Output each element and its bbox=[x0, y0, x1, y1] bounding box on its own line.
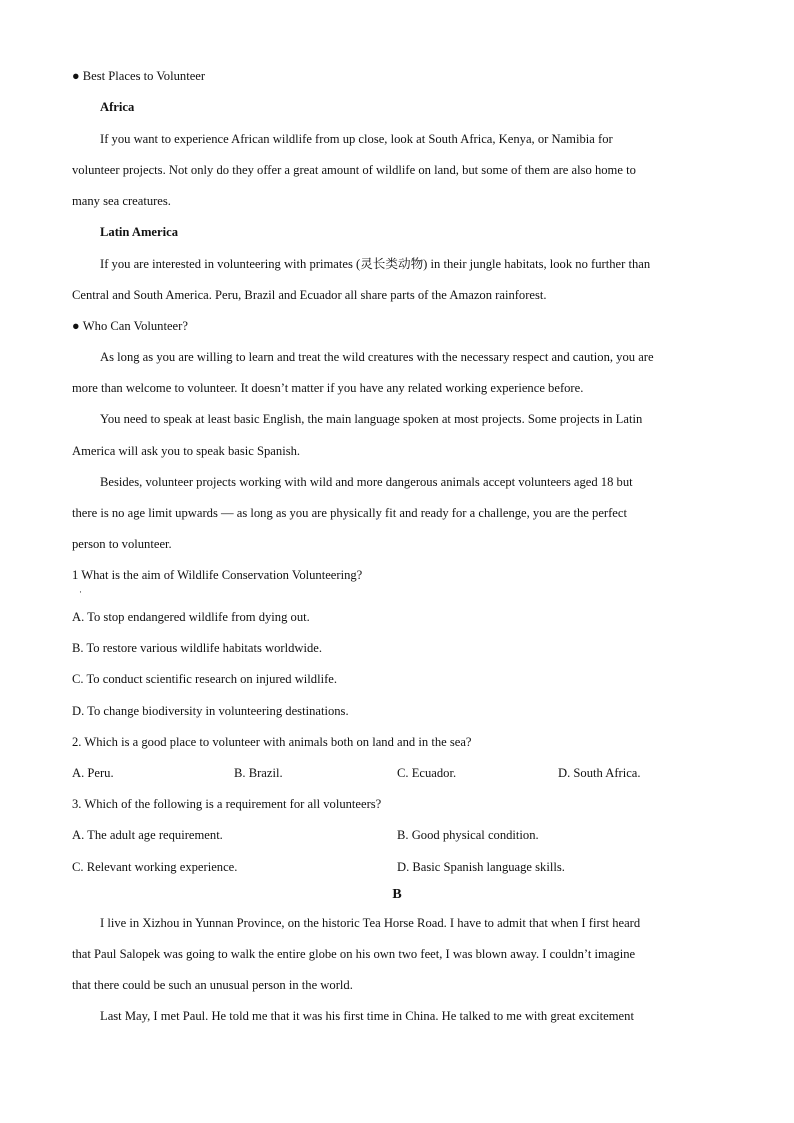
question-1-option-c: C. To conduct scientific research on injured wildlife. bbox=[72, 672, 338, 686]
who-can-paragraph-line: You need to speak at least basic English, the main language spoken at most projects. Some projects in Latin bbox=[100, 412, 643, 426]
who-can-paragraph-line: there is no age limit upwards — as long as you are physically fit and ready for a challenge, you are the perfect bbox=[72, 506, 627, 520]
question-3-option-a: A. The adult age requirement. bbox=[72, 828, 223, 842]
who-can-paragraph-line: more than welcome to volunteer. It doesn’t matter if you have any related working experience before. bbox=[72, 381, 584, 395]
who-can-paragraph-line: America will ask you to speak basic Spanish. bbox=[72, 444, 301, 458]
question-2-option-a: A. Peru. bbox=[72, 766, 114, 780]
who-can-paragraph-line: Besides, volunteer projects working with wild and more dangerous animals accept volunteers aged 18 but bbox=[100, 475, 633, 489]
latin-america-paragraph-line: Central and South America. Peru, Brazil and Ecuador all share parts of the Amazon rainforest. bbox=[72, 288, 547, 302]
africa-paragraph-line: volunteer projects. Not only do they offer a great amount of wildlife on land, but some of them are also home to bbox=[72, 163, 636, 177]
africa-title: Africa bbox=[100, 100, 135, 114]
who-can-heading: ● Who Can Volunteer? bbox=[72, 318, 188, 334]
question-1-option-b: B. To restore various wildlife habitats worldwide. bbox=[72, 641, 323, 655]
section-b-paragraph-line: that there could be such an unusual person in the world. bbox=[72, 978, 353, 992]
question-3-stem: 3. Which of the following is a requirement for all volunteers? bbox=[72, 797, 382, 811]
section-b-paragraph-line: that Paul Salopek was going to walk the entire globe on his own two feet, I was blown away. I couldn’t imagine bbox=[72, 947, 636, 961]
question-3-option-d: D. Basic Spanish language skills. bbox=[397, 860, 565, 874]
section-b-paragraph-line: I live in Xizhou in Yunnan Province, on the historic Tea Horse Road. I have to admit that when I first heard bbox=[100, 916, 641, 930]
africa-paragraph-line: many sea creatures. bbox=[72, 194, 171, 208]
section-b-paragraph-line: Last May, I met Paul. He told me that it was his first time in China. He talked to me with great excitement bbox=[100, 1009, 634, 1023]
question-2-option-d: D. South Africa. bbox=[558, 766, 641, 780]
question-1-stem: 1 What is the aim of Wildlife Conservation Volunteering? bbox=[72, 568, 363, 582]
best-places-heading: ● Best Places to Volunteer bbox=[72, 68, 205, 84]
latin-america-paragraph-line: If you are interested in volunteering with primates (灵长类动物) in their jungle habitats, look no further than bbox=[100, 257, 651, 271]
who-can-paragraph-line: As long as you are willing to learn and treat the wild creatures with the necessary respect and caution, you are bbox=[100, 350, 654, 364]
question-2-option-b: B. Brazil. bbox=[234, 766, 283, 780]
question-1-mark: · bbox=[79, 587, 82, 597]
latin-america-title: Latin America bbox=[100, 225, 178, 239]
question-1-option-a: A. To stop endangered wildlife from dying out. bbox=[72, 610, 310, 624]
question-3-option-c: C. Relevant working experience. bbox=[72, 860, 238, 874]
section-b-label: B bbox=[392, 887, 402, 902]
africa-paragraph-line: If you want to experience African wildlife from up close, look at South Africa, Kenya, or Namibia for bbox=[100, 132, 613, 146]
who-can-paragraph-line: person to volunteer. bbox=[72, 537, 172, 551]
question-3-option-b: B. Good physical condition. bbox=[397, 828, 539, 842]
question-2-option-c: C. Ecuador. bbox=[397, 766, 457, 780]
question-2-stem: 2. Which is a good place to volunteer with animals both on land and in the sea? bbox=[72, 735, 472, 749]
question-1-option-d: D. To change biodiversity in volunteering destinations. bbox=[72, 704, 349, 718]
